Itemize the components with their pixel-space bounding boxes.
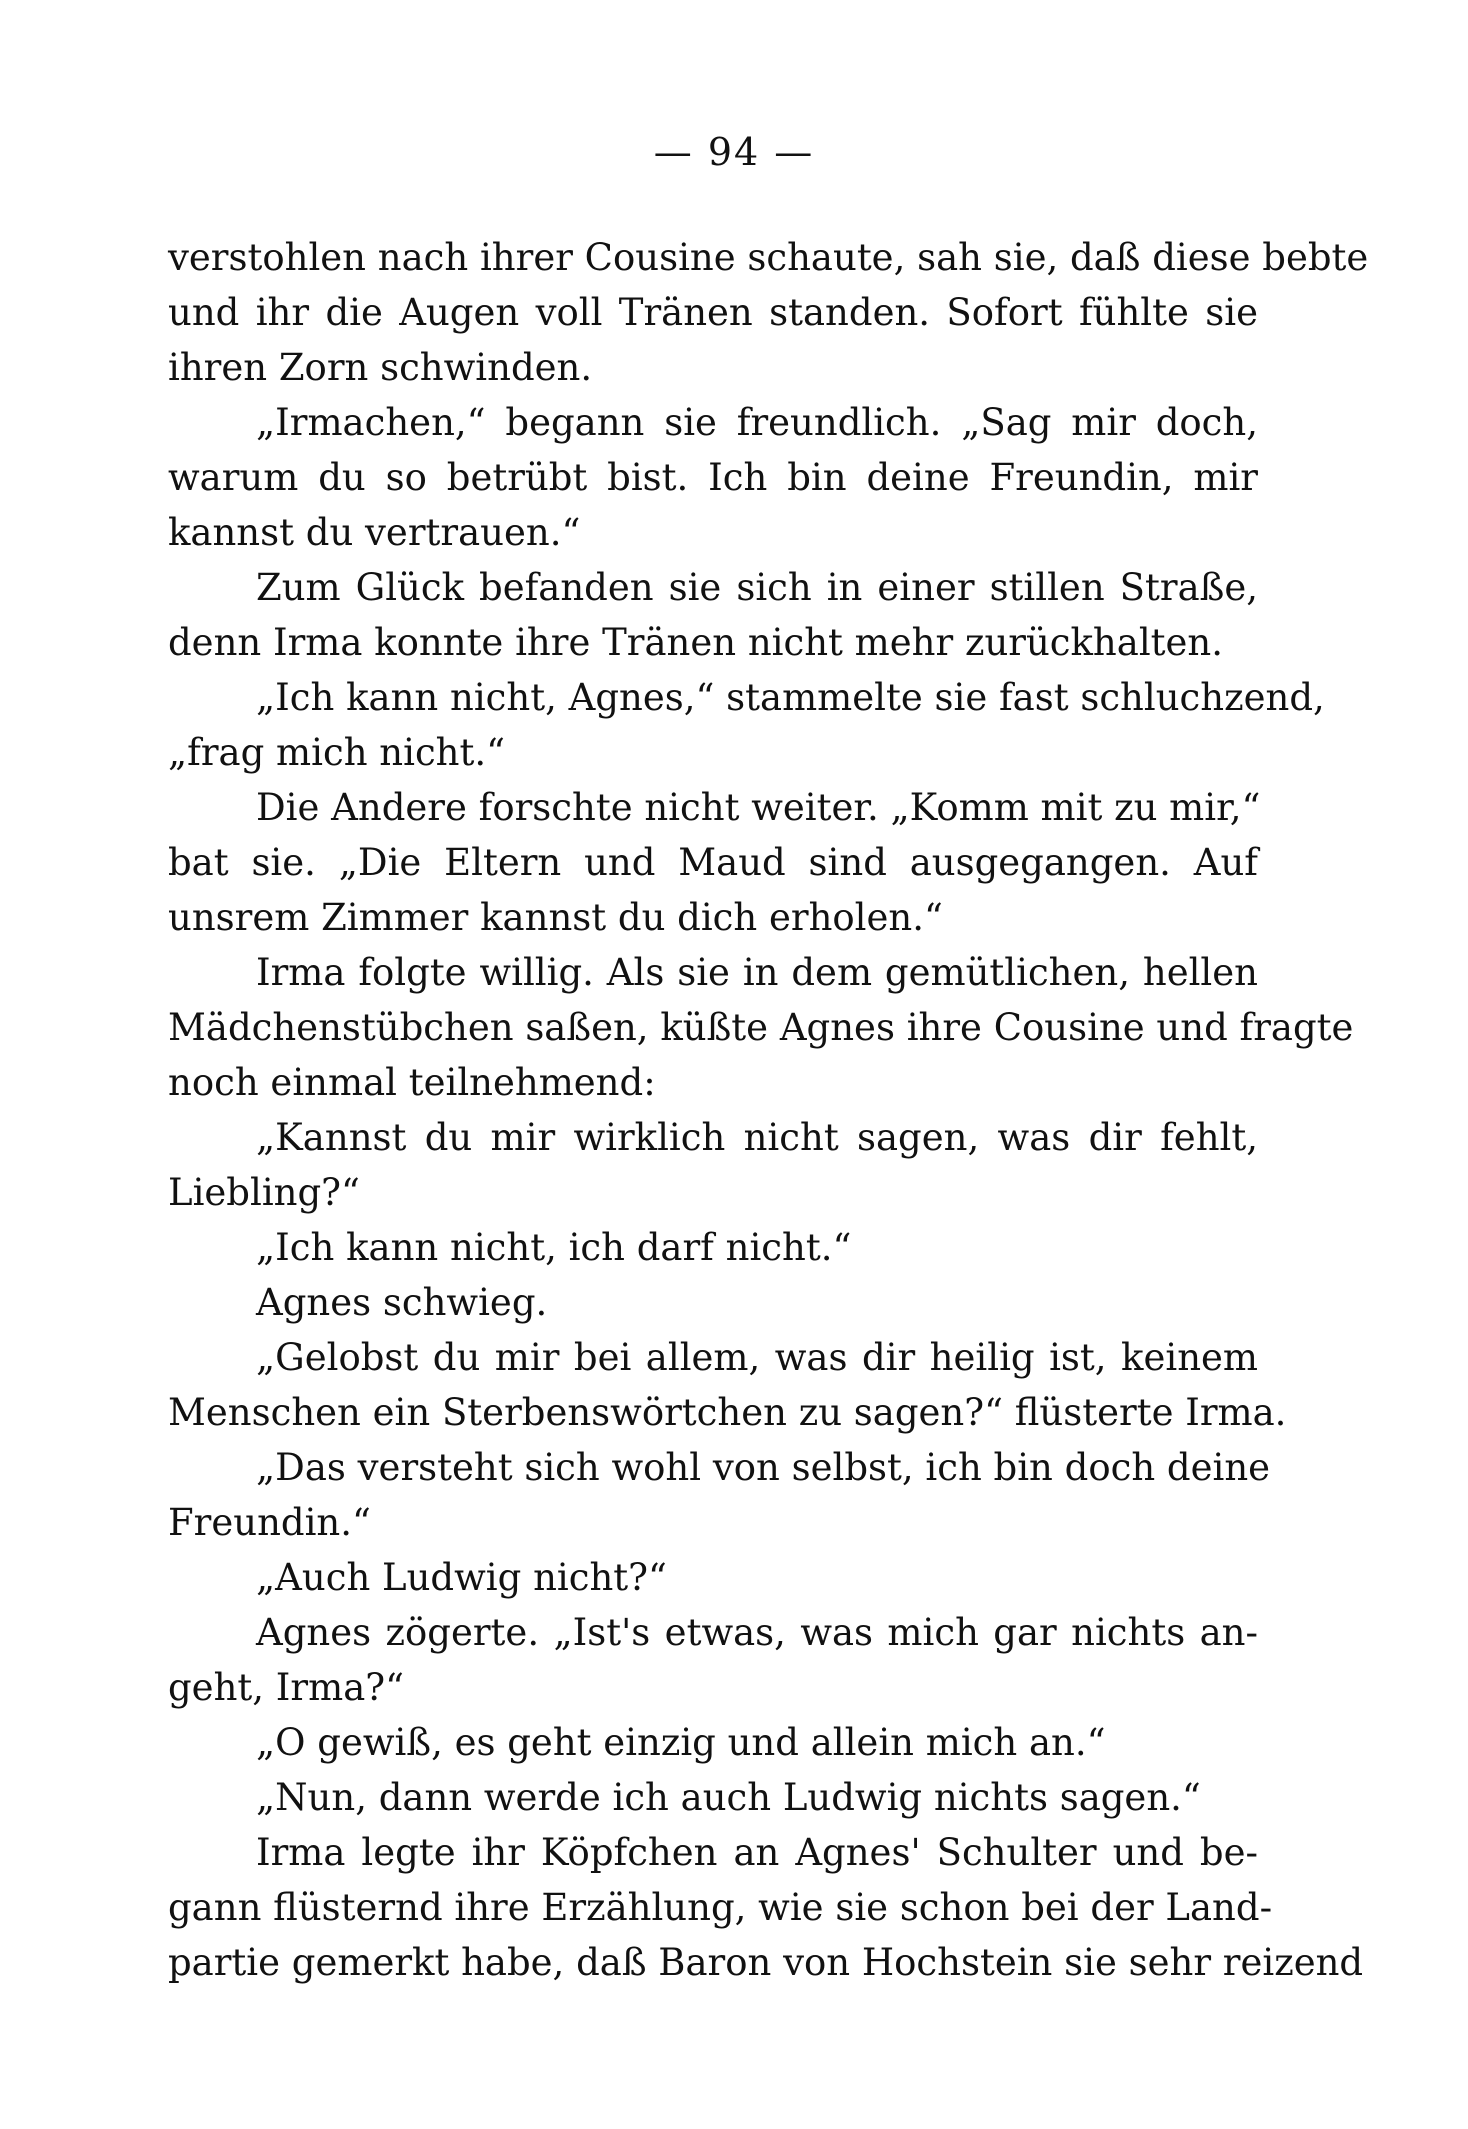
text-line: „Nun, dann werde ich auch Ludwig nichts sagen.“ (256, 1776, 1201, 1819)
text-line: Menschen ein Sterbenswörtchen zu sagen?“ flüsterte Irma. (168, 1391, 1287, 1434)
text-line: denn Irma konnte ihre Tränen nicht mehr zurückhalten. (168, 621, 1224, 664)
text-line: „O gewiß, es geht einzig und allein mich an.“ (256, 1721, 1106, 1764)
text-line: Zum Glück befanden sie sich in einer stillen Straße, (256, 566, 1258, 609)
text-line: Agnes schwieg. (256, 1281, 548, 1324)
text-line: kannst du vertrauen.“ (168, 511, 581, 554)
text-line: verstohlen nach ihrer Cousine schaute, sah sie, daß diese bebte (168, 236, 1369, 279)
text-line: Mädchenstübchen saßen, küßte Agnes ihre Cousine und fragte (168, 1006, 1354, 1049)
body-text (168, 230, 1369, 1990)
text-line: „Ich kann nicht, Agnes,“ stammelte sie fast schluchzend, (256, 676, 1325, 719)
text-line: geht, Irma?“ (168, 1666, 405, 1709)
text-line: „Gelobst du mir bei allem, was dir heilig ist, keinem (256, 1336, 1258, 1379)
page-number: — 94 — (653, 130, 815, 174)
text-line: „Das versteht sich wohl von selbst, ich bin doch deine (256, 1446, 1271, 1489)
text-line: noch einmal teilnehmend: (168, 1061, 656, 1104)
text-line: ihren Zorn schwinden. (168, 346, 593, 389)
text-line: „Auch Ludwig nicht?“ (256, 1556, 667, 1599)
text-line: Freundin.“ (168, 1501, 371, 1544)
text-line: Agnes zögerte. „Ist's etwas, was mich gar nichts an- (256, 1611, 1258, 1654)
text-line: Irma legte ihr Köpfchen an Agnes' Schulter und be- (256, 1831, 1258, 1874)
text-line: „Kannst du mir wirklich nicht sagen, was dir fehlt, (256, 1116, 1258, 1159)
text-line: Irma folgte willig. Als sie in dem gemütlichen, hellen (256, 951, 1258, 994)
text-line: partie gemerkt habe, daß Baron von Hochstein sie sehr reizend (168, 1941, 1364, 1984)
text-line: unsrem Zimmer kannst du dich erholen.“ (168, 896, 943, 939)
text-line: und ihr die Augen voll Tränen standen. Sofort fühlte sie (168, 291, 1258, 334)
text-line: „frag mich nicht.“ (168, 731, 506, 774)
text-line: gann flüsternd ihre Erzählung, wie sie schon bei der Land- (168, 1886, 1273, 1929)
text-line: Liebling?“ (168, 1171, 360, 1214)
text-line: Die Andere forschte nicht weiter. „Komm mit zu mir,“ (256, 786, 1261, 829)
text-line: bat sie. „Die Eltern und Maud sind ausgegangen. Auf (168, 841, 1258, 884)
text-line: „Irmachen,“ begann sie freundlich. „Sag mir doch, (256, 401, 1258, 444)
text-line: warum du so betrübt bist. Ich bin deine Freundin, mir (168, 456, 1258, 499)
text-line: „Ich kann nicht, ich darf nicht.“ (256, 1226, 852, 1269)
